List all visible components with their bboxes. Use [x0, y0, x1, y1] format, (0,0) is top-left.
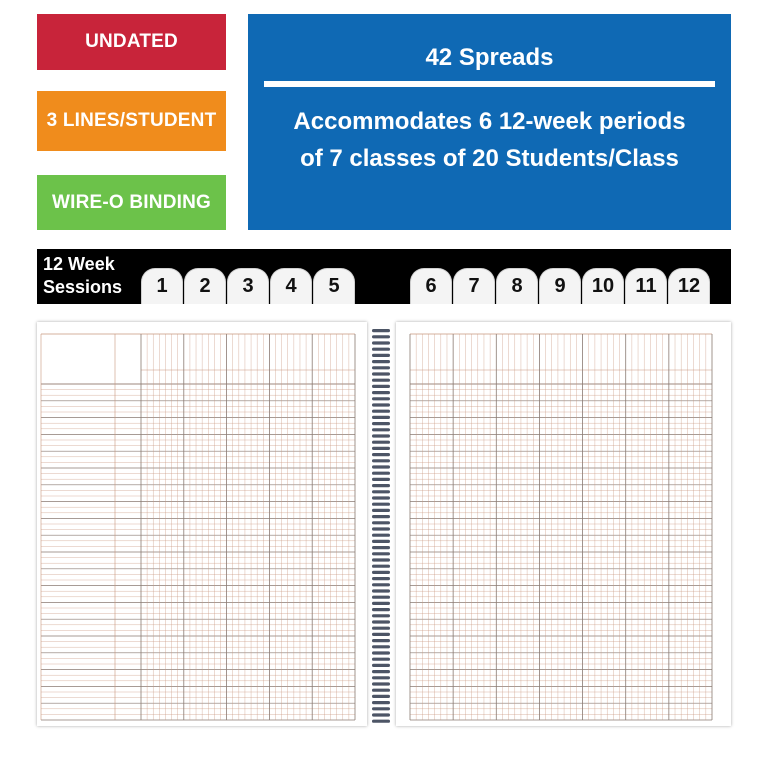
- session-tab[interactable]: 7: [453, 268, 495, 304]
- spiral-coil: [372, 335, 390, 338]
- spiral-coil: [372, 379, 390, 382]
- session-tab[interactable]: 9: [539, 268, 581, 304]
- spiral-coil: [372, 577, 390, 580]
- spiral-coil: [372, 391, 390, 394]
- spiral-coil: [372, 645, 390, 648]
- session-tab[interactable]: 4: [270, 268, 312, 304]
- spiral-coil: [372, 602, 390, 605]
- session-label: [43, 253, 122, 299]
- spiral-coil: [372, 410, 390, 413]
- spiral-coil: [372, 447, 390, 450]
- spiral-coil: [372, 540, 390, 543]
- spiral-coil: [372, 633, 390, 636]
- spiral-coil: [372, 428, 390, 431]
- spreads-title: 42 Spreads: [425, 44, 554, 71]
- spiral-coil: [372, 366, 390, 369]
- right-gradebook-page: [396, 322, 731, 726]
- spiral-coil: [372, 676, 390, 679]
- spiral-coil: [372, 682, 390, 685]
- spiral-coil: [372, 422, 390, 425]
- spiral-coil: [372, 670, 390, 673]
- spiral-coil: [372, 416, 390, 419]
- session-tab[interactable]: 6: [410, 268, 452, 304]
- spiral-coil: [372, 354, 390, 357]
- spiral-coil: [372, 453, 390, 456]
- spiral-coil: [372, 614, 390, 617]
- left-gradebook-page: [37, 322, 367, 726]
- spiral-coil: [372, 360, 390, 363]
- info-divider: [264, 81, 715, 87]
- spiral-coil: [372, 620, 390, 623]
- spiral-coil: [372, 527, 390, 530]
- spiral-coil: [372, 565, 390, 568]
- spiral-coil: [372, 515, 390, 518]
- spiral-coil: [372, 534, 390, 537]
- session-label-line-2: Sessions: [43, 277, 123, 297]
- spiral-coil: [372, 664, 390, 667]
- spiral-coil: [372, 596, 390, 599]
- info-line-1: Accommodates 6 12-week periods: [293, 108, 686, 135]
- spiral-coil: [372, 689, 390, 692]
- session-tab[interactable]: 11: [625, 268, 667, 304]
- spiral-coil: [372, 658, 390, 661]
- spiral-coil: [372, 608, 390, 611]
- session-tab[interactable]: 3: [227, 268, 269, 304]
- spreads-info-panel: [248, 14, 731, 230]
- spiral-coil: [372, 552, 390, 555]
- info-line-2: of 7 classes of 20 Students/Class: [300, 145, 679, 172]
- spiral-coil: [372, 459, 390, 462]
- session-tab[interactable]: 12: [668, 268, 710, 304]
- spiral-coil: [372, 348, 390, 351]
- spiral-coil: [372, 385, 390, 388]
- spiral-coil: [372, 403, 390, 406]
- spiral-coil: [372, 707, 390, 710]
- spiral-coil: [372, 651, 390, 654]
- session-tab[interactable]: 2: [184, 268, 226, 304]
- session-tab[interactable]: 10: [582, 268, 624, 304]
- spiral-coil: [372, 583, 390, 586]
- spiral-coil: [372, 484, 390, 487]
- spiral-coil: [372, 509, 390, 512]
- binding-badge: WIRE-O BINDING: [37, 175, 226, 230]
- spiral-coil: [372, 639, 390, 642]
- spiral-coil: [372, 701, 390, 704]
- spiral-coil: [372, 558, 390, 561]
- session-tab[interactable]: 1: [141, 268, 183, 304]
- spiral-coil: [372, 695, 390, 698]
- spiral-coil: [372, 720, 390, 723]
- spiral-coil: [372, 465, 390, 468]
- lines-per-student-badge: 3 LINES/STUDENT: [37, 91, 226, 151]
- spiral-coil: [372, 441, 390, 444]
- spiral-coil: [372, 571, 390, 574]
- spiral-coil: [372, 589, 390, 592]
- spiral-coil: [372, 490, 390, 493]
- spiral-coil: [372, 627, 390, 630]
- spiral-coil: [372, 434, 390, 437]
- spiral-coil: [372, 713, 390, 716]
- session-label-line-1: 12 Week: [43, 254, 115, 274]
- spiral-coil: [372, 341, 390, 344]
- undated-badge: UNDATED: [37, 14, 226, 70]
- session-tab[interactable]: 8: [496, 268, 538, 304]
- spiral-coil: [372, 503, 390, 506]
- spiral-coil: [372, 329, 390, 332]
- session-tab[interactable]: 5: [313, 268, 355, 304]
- spiral-coil: [372, 472, 390, 475]
- spiral-coil: [372, 546, 390, 549]
- spiral-coil: [372, 521, 390, 524]
- spiral-coil: [372, 478, 390, 481]
- spiral-coil: [372, 372, 390, 375]
- wire-o-binding: [370, 326, 392, 724]
- spiral-coil: [372, 496, 390, 499]
- spiral-coil: [372, 397, 390, 400]
